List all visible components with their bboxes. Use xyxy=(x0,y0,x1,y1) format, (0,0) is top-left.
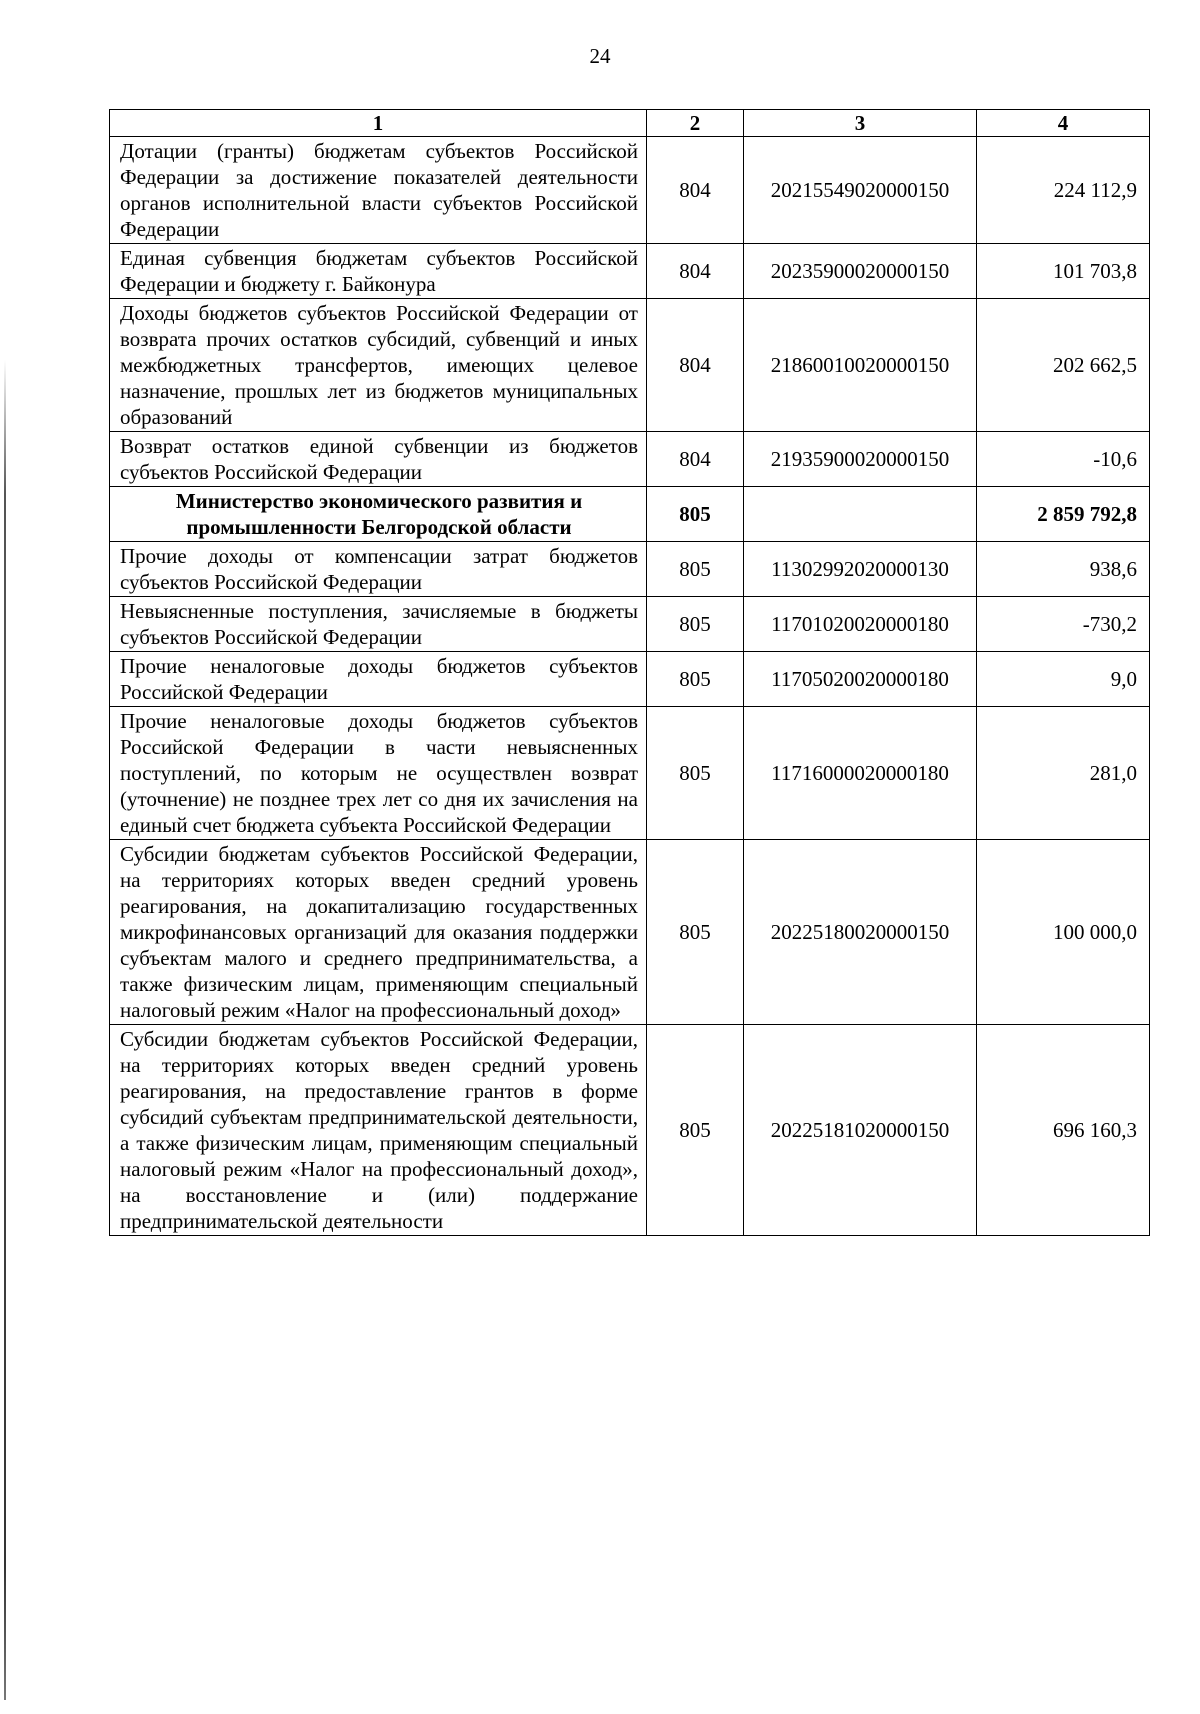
table-row xyxy=(110,840,1150,1025)
row-amount: 101 703,8 xyxy=(977,244,1150,299)
row-amount: 100 000,0 xyxy=(977,840,1150,1025)
row-description: Единая субвенция бюджетам субъектов Российской Федерации и бюджету г. Байконура xyxy=(110,244,647,299)
row-admin-code: 805 xyxy=(647,840,744,1025)
table-row xyxy=(110,137,1150,244)
page-number: 24 xyxy=(589,44,611,68)
row-budget-classification-code: 21935900020000150 xyxy=(744,432,977,487)
row-budget-classification-code: 20225181020000150 xyxy=(744,1025,977,1236)
row-admin-code: 805 xyxy=(647,542,744,597)
row-budget-classification-code: 20225180020000150 xyxy=(744,840,977,1025)
row-budget-classification-code: 20235900020000150 xyxy=(744,244,977,299)
row-description: Возврат остатков единой субвенции из бюджетов субъектов Российской Федерации xyxy=(110,432,647,487)
scan-edge-shadow xyxy=(4,360,6,1700)
row-description: Прочие доходы от компенсации затрат бюджетов субъектов Российской Федерации xyxy=(110,542,647,597)
row-amount: 938,6 xyxy=(977,542,1150,597)
table-row xyxy=(110,542,1150,597)
table-section-row xyxy=(110,487,1150,542)
row-description: Дотации (гранты) бюджетам субъектов Российской Федерации за достижение показателей деятельности органов исполнительной власти субъектов Российской Федерации xyxy=(110,137,647,244)
row-budget-classification-code: 11716000020000180 xyxy=(744,707,977,840)
table-row xyxy=(110,1025,1150,1236)
row-amount: 696 160,3 xyxy=(977,1025,1150,1236)
row-description: Субсидии бюджетам субъектов Российской Федерации, на территориях которых введен средний уровень реагирования, на докапитализацию государственных микрофинансовых организаций для оказания поддержки субъектам малого и среднего предпринимательства, а также физическим лицам, применяющим специальный налоговый режим «Налог на профессиональный доход» xyxy=(110,840,647,1025)
table-row xyxy=(110,432,1150,487)
row-amount: -730,2 xyxy=(977,597,1150,652)
row-description: Доходы бюджетов субъектов Российской Федерации от возврата прочих остатков субсидий, субвенций и иных межбюджетных трансфертов, имеющих целевое назначение, прошлых лет из бюджетов муниципальных образований xyxy=(110,299,647,432)
table-row xyxy=(110,299,1150,432)
row-amount: -10,6 xyxy=(977,432,1150,487)
header-col-3: 3 xyxy=(744,110,977,137)
table-row xyxy=(110,707,1150,840)
row-amount: 9,0 xyxy=(977,652,1150,707)
row-admin-code: 804 xyxy=(647,244,744,299)
row-budget-classification-code: 11302992020000130 xyxy=(744,542,977,597)
table-row xyxy=(110,244,1150,299)
row-amount: 281,0 xyxy=(977,707,1150,840)
row-admin-code: 804 xyxy=(647,137,744,244)
row-budget-classification-code: 11705020020000180 xyxy=(744,652,977,707)
row-description: Прочие неналоговые доходы бюджетов субъектов Российской Федерации xyxy=(110,652,647,707)
row-budget-classification-code: 21860010020000150 xyxy=(744,299,977,432)
row-admin-code: 805 xyxy=(647,707,744,840)
row-budget-classification-code: 11701020020000180 xyxy=(744,597,977,652)
header-col-1: 1 xyxy=(110,110,647,137)
row-amount: 2 859 792,8 xyxy=(977,487,1150,542)
budget-revenue-table xyxy=(109,109,1150,1236)
table-header-row xyxy=(110,110,1150,137)
row-description: Невыясненные поступления, зачисляемые в бюджеты субъектов Российской Федерации xyxy=(110,597,647,652)
header-col-4: 4 xyxy=(977,110,1150,137)
row-admin-code: 805 xyxy=(647,487,744,542)
row-description: Прочие неналоговые доходы бюджетов субъектов Российской Федерации в части невыясненных поступлений, по которым не осуществлен возврат (уточнение) не позднее трех лет со дня их зачисления на единый счет бюджета субъекта Российской Федерации xyxy=(110,707,647,840)
row-description: Министерство экономического развития и промышленности Белгородской области xyxy=(110,487,647,542)
row-amount: 202 662,5 xyxy=(977,299,1150,432)
header-col-2: 2 xyxy=(647,110,744,137)
row-admin-code: 804 xyxy=(647,299,744,432)
table-row xyxy=(110,597,1150,652)
table-row xyxy=(110,652,1150,707)
row-budget-classification-code xyxy=(744,487,977,542)
row-budget-classification-code: 20215549020000150 xyxy=(744,137,977,244)
row-amount: 224 112,9 xyxy=(977,137,1150,244)
row-admin-code: 805 xyxy=(647,1025,744,1236)
row-admin-code: 804 xyxy=(647,432,744,487)
row-admin-code: 805 xyxy=(647,652,744,707)
row-description: Субсидии бюджетам субъектов Российской Федерации, на территориях которых введен средний уровень реагирования, на предоставление грантов в форме субсидий субъектам предпринимательской деятельности, а также физическим лицам, применяющим специальный налоговый режим «Налог на профессиональный доход», на восстановление и (или) поддержание предпринимательской деятельности xyxy=(110,1025,647,1236)
row-admin-code: 805 xyxy=(647,597,744,652)
